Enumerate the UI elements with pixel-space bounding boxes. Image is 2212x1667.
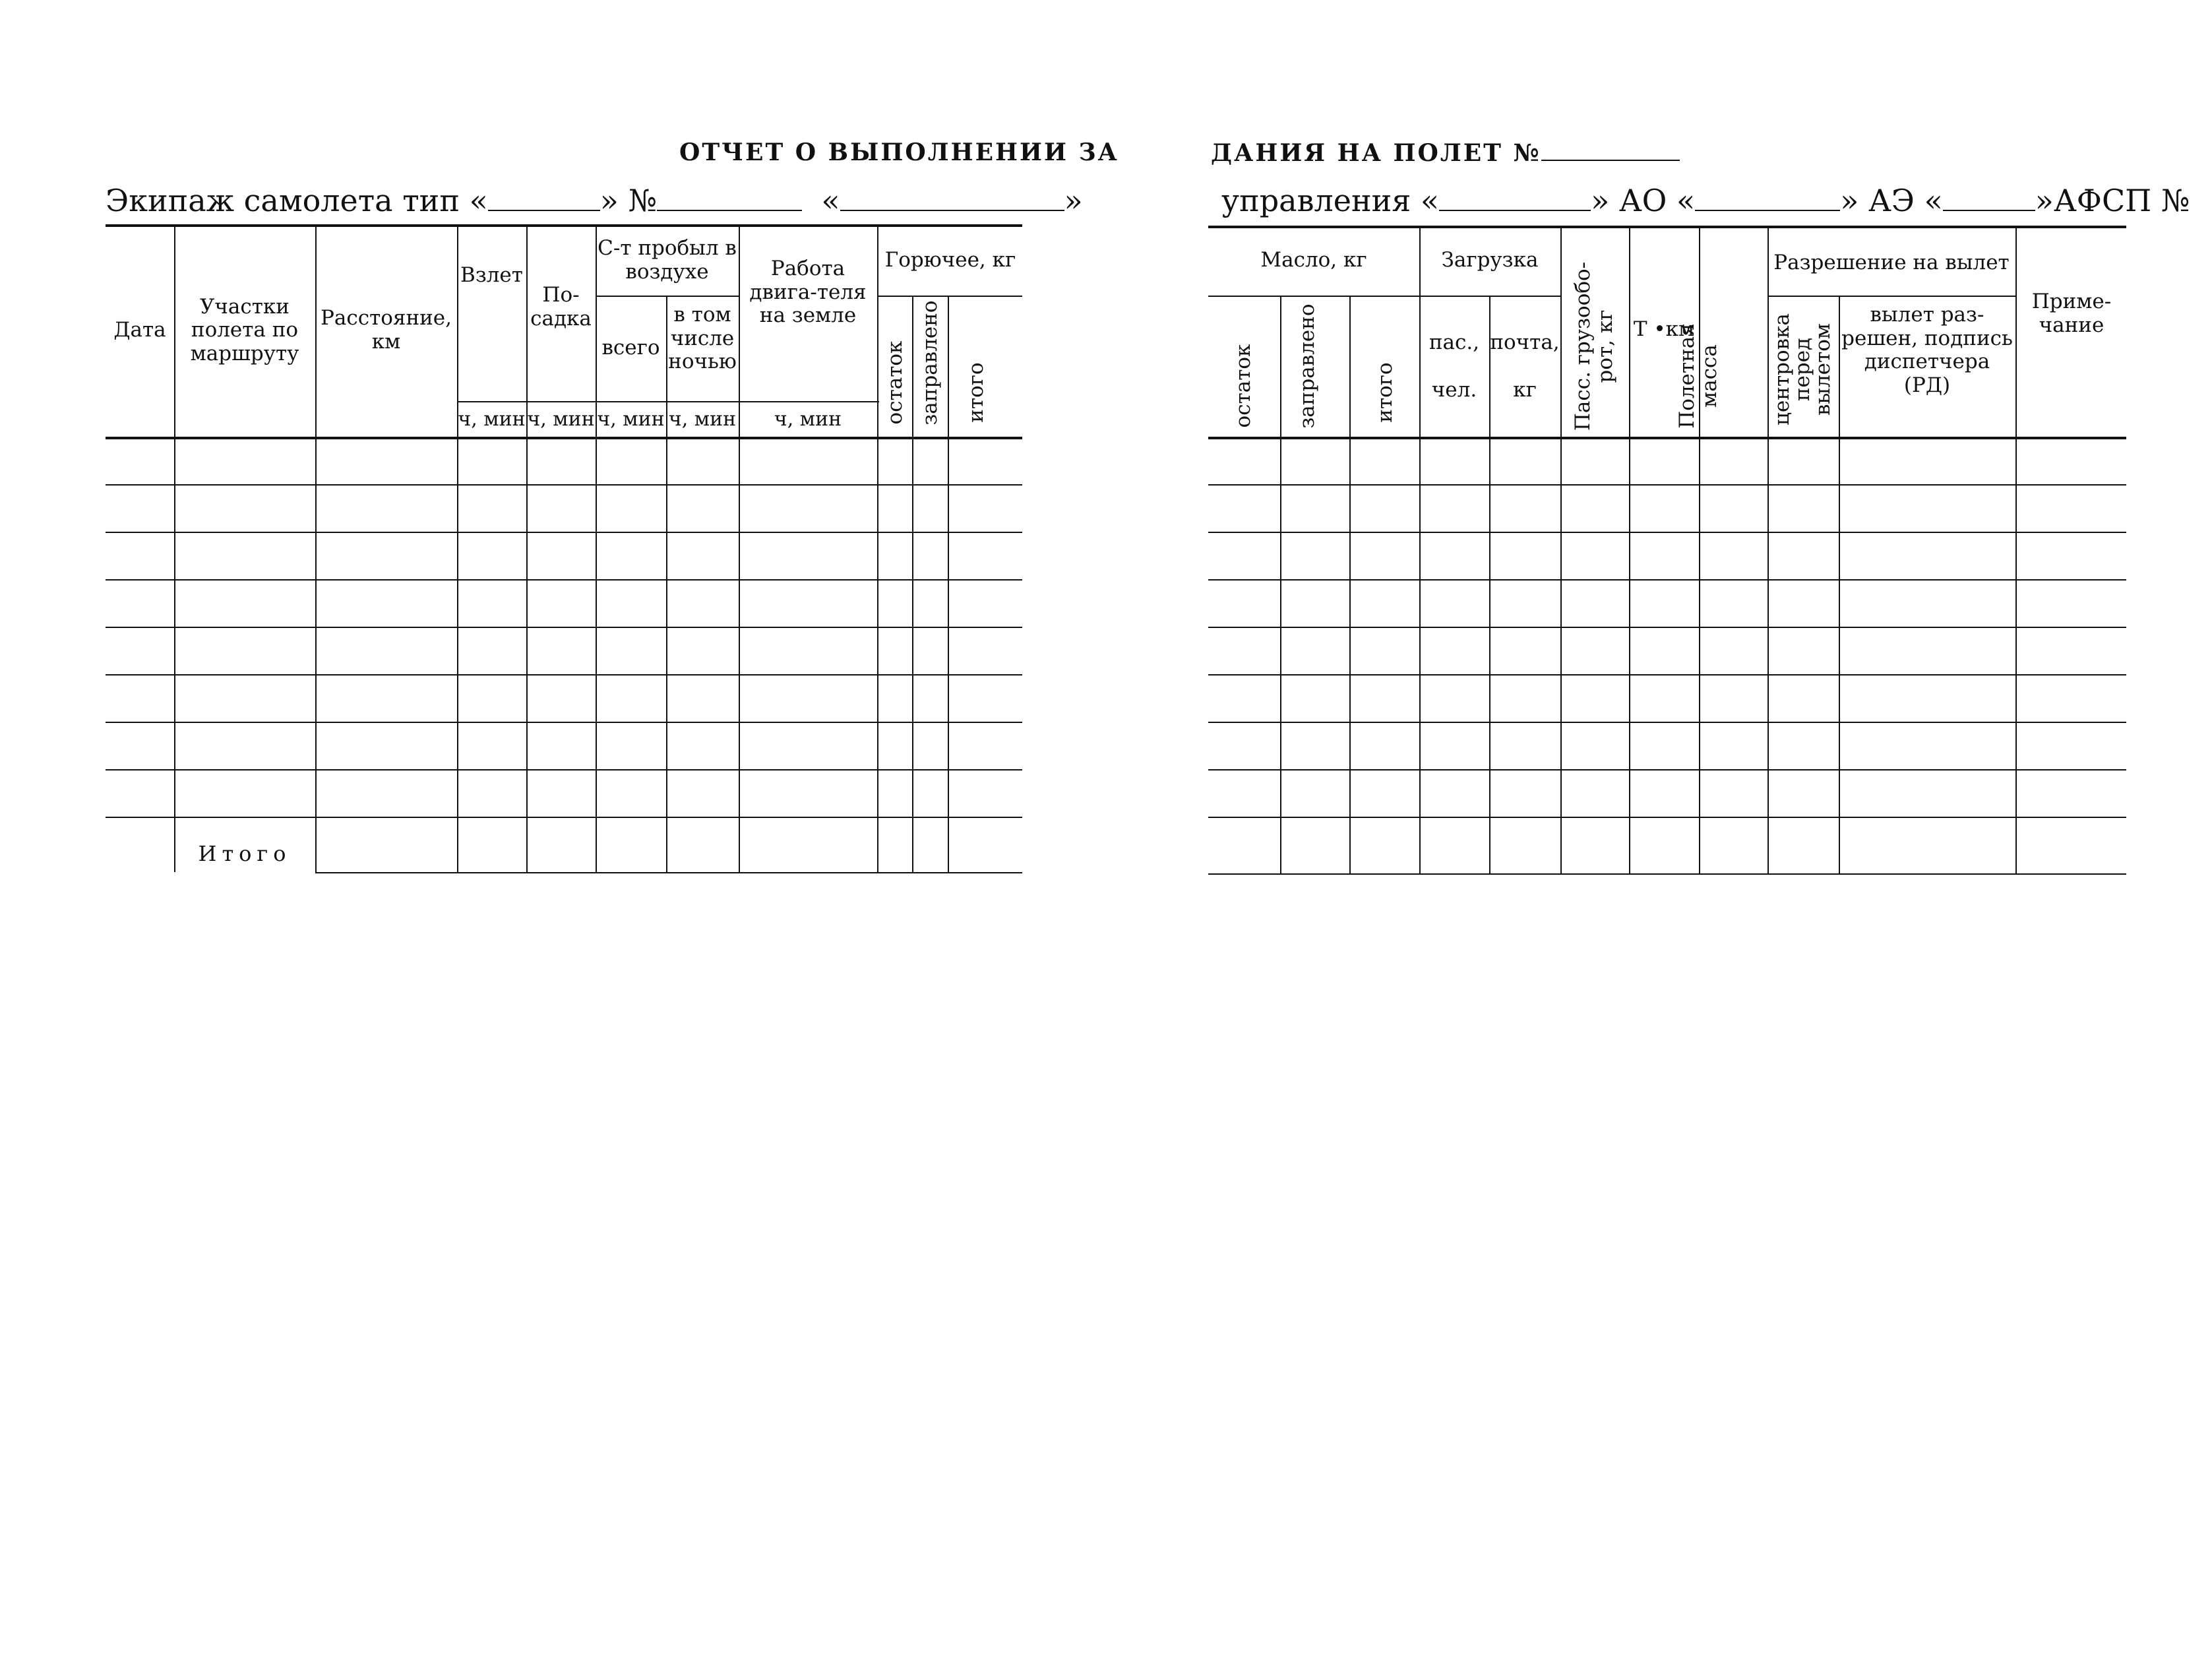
col-note: Приме-чание: [2031, 290, 2112, 337]
unit-takeoff: ч, мин: [458, 408, 526, 431]
col-engine: Работа двига-теля на земле: [749, 257, 867, 328]
col-load: Загрузка: [1441, 248, 1539, 272]
unit-airtime-night: ч, мин: [668, 408, 737, 431]
flight-task-number-field[interactable]: [1541, 139, 1680, 161]
col-date: Дата: [113, 318, 166, 342]
ae-field[interactable]: [1943, 185, 2035, 211]
right-title: ДАНИЯ НА ПОЛЕТ №: [1211, 139, 1680, 167]
col-fuel-total: итого: [964, 362, 988, 423]
col-fuel-filled: заправлено: [917, 300, 942, 425]
unit-landing: ч, мин: [527, 408, 595, 431]
col-oil-filled: заправлено: [1295, 303, 1319, 429]
col-airtime-night: в том числе ночью: [668, 303, 737, 374]
col-airtime: С-т пробыл в воздухе: [598, 236, 737, 284]
crew-line: Экипаж самолета тип « » № « »: [106, 183, 1083, 218]
ao-field[interactable]: [1695, 185, 1840, 211]
unit-airtime-total: ч, мин: [597, 408, 665, 431]
aircraft-name-field[interactable]: [840, 185, 1064, 211]
col-mail: почта,: [1490, 330, 1560, 355]
management-field[interactable]: [1439, 185, 1591, 211]
total-label: Итого: [198, 841, 292, 866]
aircraft-number-field[interactable]: [657, 185, 802, 211]
col-takeoff: Взлет: [460, 263, 523, 287]
col-flight-mass: Полетная масса: [1674, 323, 1721, 429]
col-fuel-rest: остаток: [882, 340, 907, 425]
col-oil-rest: остаток: [1231, 344, 1255, 428]
col-oil: Масло, кг: [1260, 248, 1367, 272]
col-route: Участки полета по маршруту: [190, 294, 299, 365]
col-pax-unit: чел.: [1431, 378, 1477, 402]
col-pax: пас.,: [1429, 330, 1480, 355]
col-tkm: Т •км: [1633, 317, 1695, 342]
crew-label: Экипаж самолета тип: [106, 183, 460, 218]
col-fuel: Горючее, кг: [884, 248, 1016, 272]
unit-engine: ч, мин: [774, 408, 842, 431]
col-dispatcher: вылет раз-решен, подпись диспетчера (РД): [1841, 303, 2013, 397]
col-centering: центровка перед вылетом: [1769, 313, 1835, 425]
col-oil-total: итого: [1372, 362, 1397, 423]
management-line: управления « » АО « » АЭ « »АФСП №: [1221, 183, 2190, 218]
left-title: ОТЧЕТ О ВЫПОЛНЕНИИ ЗА: [679, 139, 1119, 166]
col-distance: Расстояние, км: [321, 306, 452, 354]
col-permission: Разрешение на вылет: [1773, 251, 2010, 275]
aircraft-type-field[interactable]: [488, 185, 600, 211]
col-airtime-total: всего: [601, 336, 660, 360]
col-mail-unit: кг: [1513, 378, 1537, 402]
col-pass-cargo: Пасс. грузообо-рот, кг: [1570, 261, 1617, 431]
col-landing: По-садка: [530, 283, 592, 330]
